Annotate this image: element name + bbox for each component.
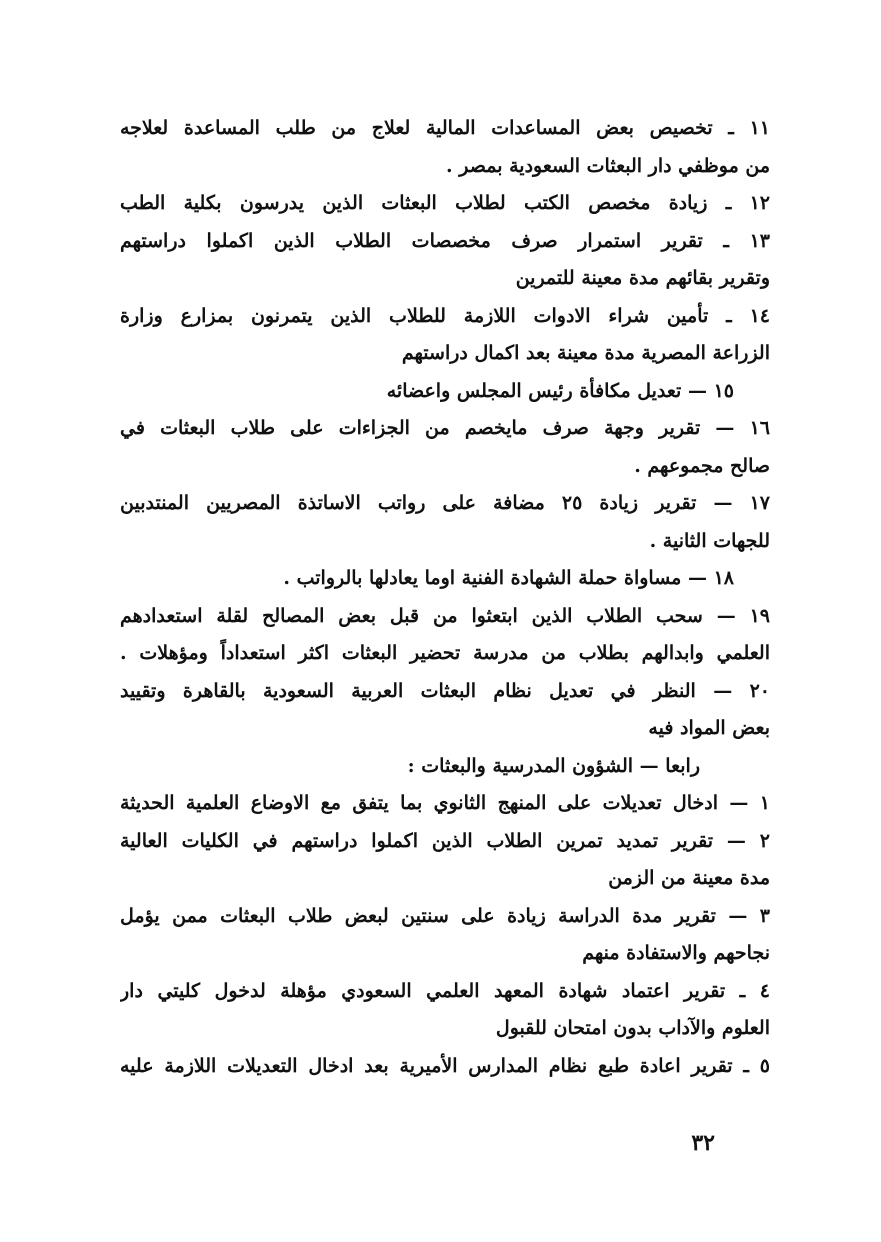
section-heading-rabian: رابعا — الشؤون المدرسية والبعثات : — [407, 754, 700, 777]
page-number: ٣٢ — [691, 1130, 715, 1156]
text-line-item-20: ٢٠ — النظر في تعديل نظام البعثات العربية السعودية بالقاهرة وتقييد — [120, 679, 770, 702]
text-line-sub-2: ٢ — تقرير تمديد تمرين الطلاب الذين اكملوا دراستهم في الكليات العالية — [120, 829, 770, 852]
text-line-item-13: ١٣ ـ تقرير استمرار صرف مخصصات الطلاب الذين اكملوا دراستهم — [120, 229, 770, 252]
document-body — [120, 110, 770, 1085]
text-line-item-15: ١٥ — تعديل مكافأة رئيس المجلس واعضائه — [386, 379, 734, 402]
text-line-sub-2-cont: مدة معينة من الزمن — [608, 867, 770, 889]
text-line-item-12: ١٢ ـ زيادة مخصص الكتب لطلاب البعثات الذين يدرسون بكلية الطب — [120, 192, 770, 214]
text-line-item-17-cont: للجهات الثانية . — [649, 529, 770, 552]
text-line-item-11: ١١ ـ تخصيص بعض المساعدات المالية لعلاج من طلب المساعدة لعلاجه — [120, 117, 770, 139]
text-line-sub-4-cont: العلوم والآداب بدون امتحان للقبول — [495, 1017, 770, 1039]
text-line-item-14-cont: الزراعة المصرية مدة معينة بعد اكمال دراستهم — [401, 342, 770, 364]
text-line-sub-4: ٤ ـ تقرير اعتماد شهادة المعهد العلمي السعودي مؤهلة لدخول كليتي دار — [120, 979, 770, 1002]
text-line-item-19: ١٩ — سحب الطلاب الذين ابتعثوا من قبل بعض المصالح لقلة استعدادهم — [120, 604, 770, 627]
text-line-sub-3: ٣ — تقرير مدة الدراسة زيادة على سنتين لبعض طلاب البعثات ممن يؤمل — [120, 904, 770, 927]
text-line-item-14: ١٤ ـ تأمين شراء الادوات اللازمة للطلاب الذين يتمرنون بمزارع وزارة — [120, 304, 770, 327]
text-line-sub-3-cont: نجاحهم والاستفادة منهم — [582, 942, 770, 964]
text-line-sub-1: ١ — ادخال تعديلات على المنهج الثانوي بما يتفق مع الاوضاع العلمية الحديثة — [120, 792, 770, 814]
text-line-item-20-cont: بعض المواد فيه — [648, 717, 770, 739]
text-line-item-11-cont: من موظفي دار البعثات السعودية بمصر . — [446, 154, 770, 177]
text-line-item-18: ١٨ — مساواة حملة الشهادة الفنية اوما يعادلها بالرواتب . — [283, 567, 734, 589]
text-line-sub-5: ٥ ـ تقرير اعادة طبع نظام المدارس الأميرية بعد ادخال التعديلات اللازمة عليه — [120, 1054, 770, 1077]
text-line-item-16-cont: صالح مجموعهم . — [634, 454, 770, 477]
text-line-item-19-cont: العلمي وابدالهم بطلاب من مدرسة تحضير البعثات اكثر استعداداً ومؤهلات . — [120, 642, 770, 664]
text-line-item-13-cont: وتقرير بقائهم مدة معينة للتمرين — [515, 267, 770, 289]
text-line-item-17: ١٧ — تقرير زيادة ٢٥ مضافة على رواتب الاساتذة المصريين المنتدبين — [120, 492, 770, 514]
text-line-item-16: ١٦ — تقرير وجهة صرف مايخصم من الجزاءات على طلاب البعثات في — [120, 417, 770, 439]
